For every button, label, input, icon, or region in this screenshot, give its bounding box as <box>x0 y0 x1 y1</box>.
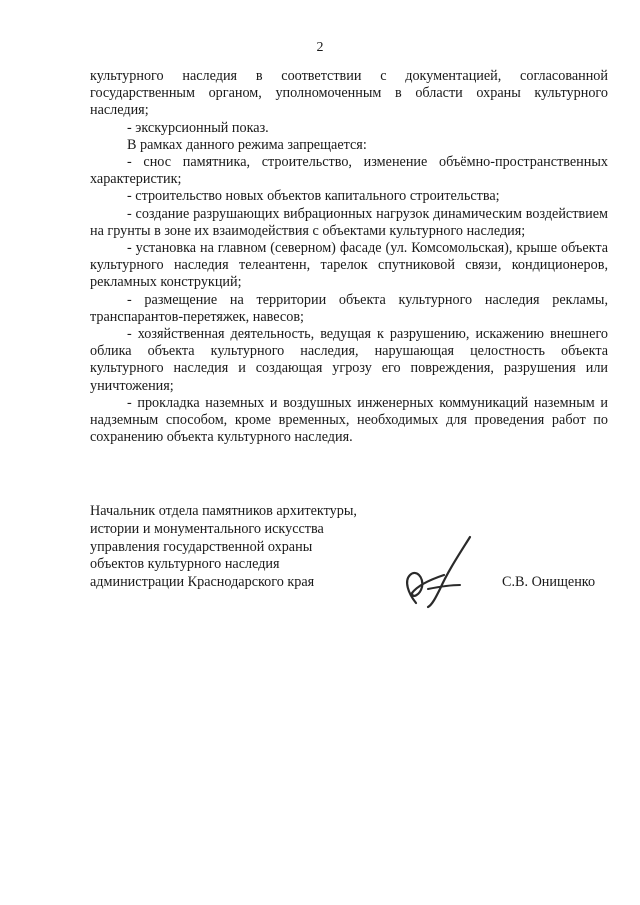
paragraph: - прокладка наземных и воздушных инженерных коммуникаций наземным и надземным способом, кроме временных, необходимых для проведения работ по сохранению объекта культурного наследия. <box>90 394 608 446</box>
signatory-title-line: управления государственной охраны <box>90 538 313 555</box>
signatory-title-line: Начальник отдела памятников архитектуры, <box>90 503 357 519</box>
handwritten-signature <box>398 533 478 609</box>
page-number: 2 <box>316 40 324 55</box>
paragraph: - строительство новых объектов капитального строительства; <box>127 188 500 205</box>
signatory-title-line: истории и монументального искусства <box>90 520 324 537</box>
paragraph: - экскурсионный показ. <box>127 119 269 136</box>
document-body <box>90 68 608 446</box>
signatory-title-line: администрации Краснодарского края <box>90 574 315 591</box>
paragraph: культурного наследия в соответствии с документацией, согласованной государственным органом, уполномоченным в области охраны культурного наследия; <box>90 68 608 119</box>
paragraph: - установка на главном (северном) фасаде (ул. Комсомольская), крыше объекта культурного наследия телеантенн, тарелок спутниковой связи, кондиционеров, рекламных конструкций; <box>90 240 608 291</box>
paragraph: - снос памятника, строительство, изменение объёмно-пространственных характеристик; <box>90 154 608 188</box>
paragraph: - создание разрушающих вибрационных нагрузок динамическим воздействием на грунты в зоне их взаимодействия с объектами культурного наследия; <box>90 205 608 239</box>
signer-name: С.В. Онищенко <box>502 574 596 590</box>
signatory-title <box>90 503 390 592</box>
paragraph: - размещение на территории объекта культурного наследия рекламы, транспарантов-перетяжек, навесов; <box>90 291 608 325</box>
signatory-title-line: объектов культурного наследия <box>90 556 280 573</box>
paragraph: В рамках данного режима запрещается: <box>127 136 367 153</box>
paragraph: - хозяйственная деятельность, ведущая к разрушению, искажению внешнего облика объекта культурного наследия, нарушающая целостность объекта культурного наследия и создающая угрозу его повреждения, разрушения или уничтожения; <box>90 326 608 394</box>
